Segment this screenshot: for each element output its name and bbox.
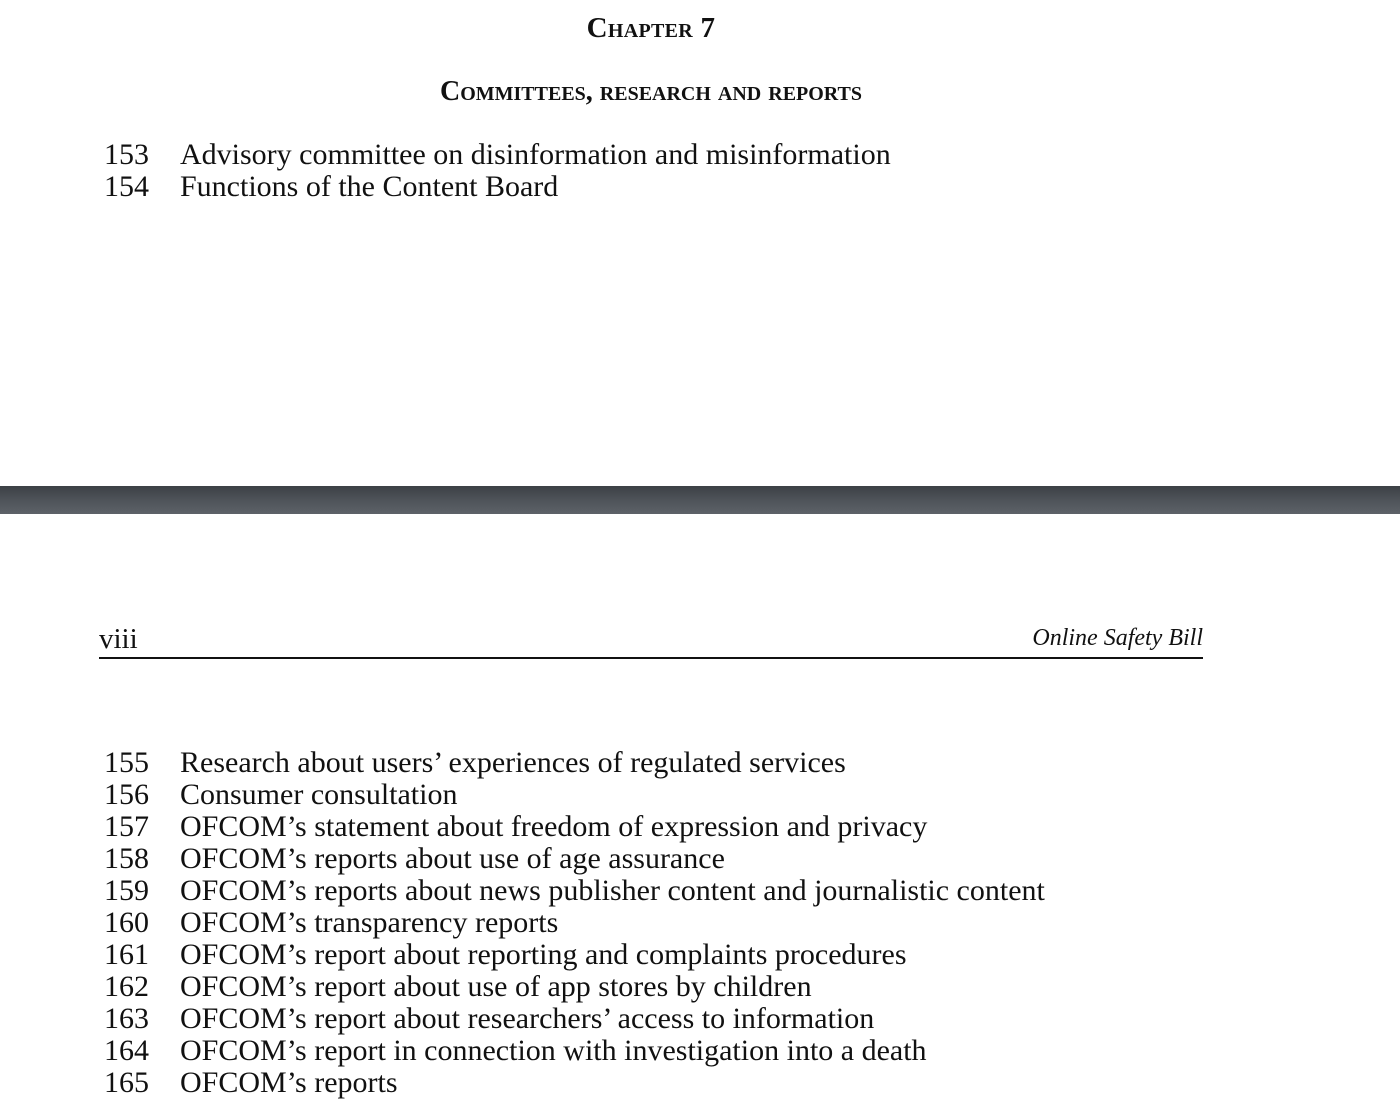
running-title: Online Safety Bill: [1032, 625, 1203, 651]
toc-entry-title: OFCOM’s report about reporting and complaints procedures: [180, 938, 907, 971]
toc-entry-number: 158: [104, 842, 149, 875]
toc-entry: [0, 139, 891, 171]
toc-entry-title: Research about users’ experiences of regulated services: [180, 746, 846, 779]
toc-entry-number: 156: [104, 778, 149, 811]
toc-entry-number: 160: [104, 906, 149, 939]
toc-entry-number: 154: [104, 170, 149, 203]
chapter-heading: Chapter 7: [586, 12, 716, 44]
page-separator: [0, 486, 1400, 514]
toc-entry: [0, 1035, 1045, 1067]
toc-entry-title: OFCOM’s report about use of app stores by children: [180, 970, 812, 1003]
toc-entry-title: OFCOM’s report in connection with investigation into a death: [180, 1034, 927, 1067]
toc-entry-title: Consumer consultation: [180, 778, 458, 811]
document-page-bottom: [0, 514, 1400, 1120]
toc-entry-number: 155: [104, 746, 149, 779]
toc-entry: [0, 171, 891, 203]
toc-entry-title: Advisory committee on disinformation and misinformation: [180, 138, 891, 171]
toc-entry: [0, 907, 1045, 939]
toc-entry-number: 153: [104, 138, 149, 171]
toc-entry-number: 165: [104, 1066, 149, 1099]
toc-entry: [0, 1067, 1045, 1099]
toc-entry-number: 161: [104, 938, 149, 971]
toc-entry-number: 157: [104, 810, 149, 843]
toc-entry: [0, 811, 1045, 843]
toc-entry-number: 163: [104, 1002, 149, 1035]
toc-entry-title: OFCOM’s reports: [180, 1066, 398, 1099]
document-page-top: [0, 0, 1400, 486]
running-header: [99, 620, 1203, 659]
toc-entry-title: Functions of the Content Board: [180, 170, 559, 203]
toc-entry-title: OFCOM’s reports about use of age assurance: [180, 842, 725, 875]
chapter-title: Committees, research and reports: [439, 76, 863, 107]
toc-entry-number: 159: [104, 874, 149, 907]
toc-entry: [0, 971, 1045, 1003]
toc-entry-number: 162: [104, 970, 149, 1003]
toc-list-top: [0, 139, 891, 203]
page-number: viii: [99, 623, 138, 655]
toc-list-bottom: [0, 747, 1045, 1099]
toc-entry-title: OFCOM’s transparency reports: [180, 906, 559, 939]
toc-entry: [0, 747, 1045, 779]
toc-entry-title: OFCOM’s reports about news publisher content and journalistic content: [180, 874, 1045, 907]
toc-entry: [0, 779, 1045, 811]
toc-entry: [0, 1003, 1045, 1035]
toc-entry-title: OFCOM’s statement about freedom of expression and privacy: [180, 810, 928, 843]
toc-entry: [0, 875, 1045, 907]
toc-entry-number: 164: [104, 1034, 149, 1067]
toc-entry: [0, 939, 1045, 971]
toc-entry: [0, 843, 1045, 875]
toc-entry-title: OFCOM’s report about researchers’ access to information: [180, 1002, 875, 1035]
